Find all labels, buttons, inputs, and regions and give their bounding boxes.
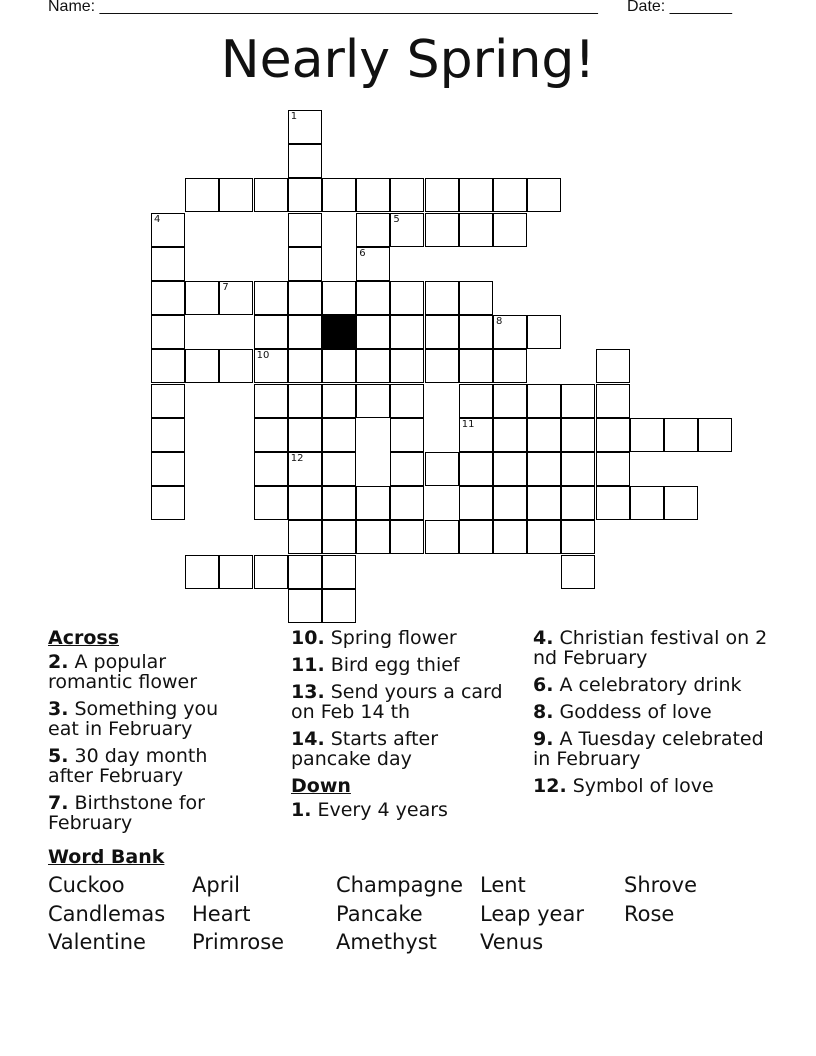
clue-number-label: 7 — [222, 282, 229, 293]
clue-text: Birthstone for February — [48, 792, 205, 834]
grid-cell[interactable] — [254, 418, 288, 452]
grid-cell[interactable] — [151, 452, 185, 486]
grid-cell[interactable] — [151, 247, 185, 281]
grid-cell[interactable] — [288, 520, 322, 554]
grid-cell[interactable] — [390, 213, 424, 247]
grid-cell[interactable] — [493, 418, 527, 452]
grid-cell[interactable] — [219, 281, 253, 315]
grid-cell[interactable] — [322, 555, 356, 589]
clue-number: 8. — [533, 701, 554, 723]
grid-cell[interactable] — [322, 520, 356, 554]
grid-cell[interactable] — [254, 178, 288, 212]
grid-cell[interactable] — [527, 486, 561, 520]
clue-number: 7. — [48, 792, 69, 814]
grid-cell[interactable] — [459, 520, 493, 554]
grid-cell[interactable] — [288, 144, 322, 178]
grid-cell[interactable] — [493, 213, 527, 247]
across-column — [48, 628, 248, 840]
grid-cell[interactable] — [493, 486, 527, 520]
grid-cell[interactable] — [425, 178, 459, 212]
grid-cell[interactable] — [698, 418, 732, 452]
word-bank-item: Leap year — [480, 902, 584, 926]
clue-down-12 — [533, 776, 773, 796]
grid-cell[interactable] — [288, 486, 322, 520]
grid-cell[interactable] — [493, 349, 527, 383]
clue-across-13 — [291, 682, 519, 722]
clue-number: 12. — [533, 775, 567, 797]
grid-cell[interactable] — [561, 486, 595, 520]
grid-cell[interactable] — [356, 486, 390, 520]
grid-cell[interactable] — [288, 349, 322, 383]
grid-cell[interactable] — [390, 486, 424, 520]
grid-cell[interactable] — [151, 349, 185, 383]
clue-text: Starts after pancake day — [291, 728, 439, 770]
grid-cell[interactable] — [254, 555, 288, 589]
grid-cell[interactable] — [459, 384, 493, 418]
word-bank-item: Rose — [624, 902, 675, 926]
clue-down-6 — [533, 675, 773, 695]
grid-cell[interactable] — [151, 384, 185, 418]
clue-text: Christian festival on 2 nd February — [533, 627, 768, 669]
grid-cell[interactable] — [322, 452, 356, 486]
grid-cell[interactable] — [254, 384, 288, 418]
grid-cell[interactable] — [527, 418, 561, 452]
word-bank-item: Champagne — [336, 873, 464, 897]
grid-cell[interactable] — [185, 281, 219, 315]
clue-text: A Tuesday celebrated in February — [533, 728, 764, 770]
clue-number-label: 10 — [256, 350, 270, 362]
grid-cell[interactable] — [356, 281, 390, 315]
grid-cell[interactable] — [254, 486, 288, 520]
grid-cell[interactable] — [664, 486, 698, 520]
word-bank-item: Candlemas — [48, 902, 166, 926]
clue-across-10 — [291, 628, 519, 648]
grid-cell[interactable] — [322, 384, 356, 418]
clue-number-label: 6 — [359, 247, 366, 259]
grid-cell[interactable] — [322, 418, 356, 452]
grid-cell[interactable] — [151, 418, 185, 452]
grid-cell[interactable] — [425, 213, 459, 247]
grid-cell[interactable] — [561, 452, 595, 486]
grid-cell[interactable] — [459, 349, 493, 383]
grid-cell[interactable] — [219, 349, 253, 383]
grid-cell[interactable] — [630, 486, 664, 520]
clue-number-label: 11 — [461, 418, 475, 430]
grid-cell[interactable] — [493, 520, 527, 554]
grid-cell[interactable] — [356, 384, 390, 418]
date-line[interactable]: Date: _______ — [627, 0, 732, 15]
grid-cell[interactable] — [288, 315, 322, 349]
grid-cell[interactable] — [254, 281, 288, 315]
grid-cell[interactable] — [493, 452, 527, 486]
clue-number: 2. — [48, 651, 69, 673]
grid-cell[interactable] — [288, 452, 322, 486]
grid-cell[interactable] — [596, 349, 630, 383]
grid-cell[interactable] — [527, 520, 561, 554]
grid-cell[interactable] — [459, 213, 493, 247]
clue-number-label: 4 — [154, 213, 161, 225]
grid-cell[interactable] — [459, 178, 493, 212]
grid-cell[interactable] — [561, 384, 595, 418]
clue-number-label: 5 — [393, 213, 400, 225]
clue-across-11 — [291, 655, 519, 675]
clue-number: 14. — [291, 728, 325, 750]
clue-text: Goddess of love — [553, 701, 712, 723]
grid-cell[interactable] — [425, 520, 459, 554]
grid-cell[interactable] — [527, 178, 561, 212]
clue-number: 6. — [533, 674, 554, 696]
grid-cell[interactable] — [185, 349, 219, 383]
grid-cell[interactable] — [527, 315, 561, 349]
grid-cell[interactable] — [356, 349, 390, 383]
grid-cell[interactable] — [390, 281, 424, 315]
grid-cell[interactable] — [288, 110, 322, 144]
middle-column — [291, 628, 519, 827]
grid-cell[interactable] — [185, 555, 219, 589]
grid-cell[interactable] — [425, 281, 459, 315]
grid-cell[interactable] — [630, 418, 664, 452]
grid-cell[interactable] — [390, 452, 424, 486]
grid-cell[interactable] — [356, 247, 390, 281]
word-bank-item: Venus — [480, 930, 544, 954]
word-bank-item: Primrose — [192, 930, 285, 954]
grid-cell[interactable] — [322, 486, 356, 520]
grid-cell[interactable] — [288, 281, 322, 315]
clue-number: 9. — [533, 728, 554, 750]
clue-number: 3. — [48, 698, 69, 720]
clue-text: Bird egg thief — [324, 654, 460, 676]
word-bank-item: Shrove — [624, 873, 698, 897]
clue-number: 5. — [48, 745, 69, 767]
grid-cell[interactable] — [288, 555, 322, 589]
grid-cell[interactable] — [185, 178, 219, 212]
word-bank-item: Valentine — [48, 930, 146, 954]
grid-cell[interactable] — [459, 315, 493, 349]
clue-across-3 — [48, 699, 248, 739]
grid-cell[interactable] — [459, 418, 493, 452]
grid-cell[interactable] — [219, 555, 253, 589]
clue-down-4 — [533, 628, 773, 668]
across-heading: Across — [48, 627, 120, 649]
grid-cell[interactable] — [493, 178, 527, 212]
grid-cell[interactable] — [356, 520, 390, 554]
grid-cell[interactable] — [459, 486, 493, 520]
clue-text: A celebratory drink — [553, 674, 742, 696]
grid-cell[interactable] — [596, 452, 630, 486]
word-bank-item: Pancake — [336, 902, 423, 926]
grid-cell[interactable] — [596, 418, 630, 452]
grid-cell[interactable] — [288, 418, 322, 452]
clue-across-14 — [291, 729, 519, 769]
clue-down-8 — [533, 702, 773, 722]
grid-cell[interactable] — [493, 384, 527, 418]
name-line[interactable]: Name: ________________________________________________________ — [48, 0, 598, 15]
grid-cell[interactable] — [254, 349, 288, 383]
grid-cell[interactable] — [288, 247, 322, 281]
grid-cell[interactable] — [425, 452, 459, 486]
word-bank-item: April — [192, 873, 240, 897]
grid-cell[interactable] — [322, 589, 356, 623]
grid-cell[interactable] — [425, 315, 459, 349]
grid-cell[interactable] — [356, 213, 390, 247]
grid-cell[interactable] — [493, 315, 527, 349]
grid-cell[interactable] — [151, 315, 185, 349]
grid-cell[interactable] — [390, 384, 424, 418]
word-bank-item: Lent — [480, 873, 526, 897]
grid-cell[interactable] — [322, 349, 356, 383]
word-bank-item: Amethyst — [336, 930, 437, 954]
grid-cell[interactable] — [356, 315, 390, 349]
grid-cell[interactable] — [356, 178, 390, 212]
grid-cell[interactable] — [254, 452, 288, 486]
clue-number-label: 1 — [290, 111, 298, 122]
clue-text: Send yours a card on Feb 14 th — [291, 681, 503, 723]
grid-cell[interactable] — [390, 418, 424, 452]
word-bank-item: Heart — [192, 902, 251, 926]
black-cell — [322, 315, 356, 349]
grid-cell[interactable] — [288, 589, 322, 623]
grid-cell[interactable] — [390, 520, 424, 554]
clue-across-2 — [48, 652, 248, 692]
grid-cell[interactable] — [219, 178, 253, 212]
word-bank-item: Cuckoo — [48, 873, 125, 897]
page-title: Nearly Spring! — [220, 30, 596, 90]
word-bank-title: Word Bank — [48, 846, 165, 868]
clue-down-1 — [291, 800, 519, 820]
grid-cell[interactable] — [527, 452, 561, 486]
grid-cell[interactable] — [561, 555, 595, 589]
grid-cell[interactable] — [288, 384, 322, 418]
grid-cell[interactable] — [288, 213, 322, 247]
grid-cell[interactable] — [596, 384, 630, 418]
down-heading: Down — [291, 775, 351, 797]
grid-cell[interactable] — [664, 418, 698, 452]
grid-cell[interactable] — [390, 315, 424, 349]
grid-cell[interactable] — [151, 486, 185, 520]
grid-cell[interactable] — [425, 349, 459, 383]
clue-across-5 — [48, 746, 248, 786]
clue-down-9 — [533, 729, 773, 769]
clue-number: 1. — [291, 799, 312, 821]
grid-cell[interactable] — [459, 281, 493, 315]
clue-number-label: 8 — [496, 316, 503, 328]
grid-cell[interactable] — [459, 452, 493, 486]
down-column — [533, 628, 773, 803]
grid-cell[interactable] — [322, 281, 356, 315]
clue-text: Something you eat in February — [48, 698, 219, 740]
clue-text: 30 day month after February — [48, 745, 208, 787]
clue-text: Symbol of love — [566, 775, 714, 797]
clue-number: 11. — [291, 654, 325, 676]
grid-cell[interactable] — [527, 384, 561, 418]
clue-number: 10. — [291, 627, 325, 649]
clue-text: Every 4 years — [311, 799, 448, 821]
grid-cell[interactable] — [596, 486, 630, 520]
grid-cell[interactable] — [151, 213, 185, 247]
grid-cell[interactable] — [322, 178, 356, 212]
grid-cell[interactable] — [561, 418, 595, 452]
clue-text: A popular romantic flower — [48, 651, 198, 693]
clue-number-label: 12 — [290, 453, 304, 464]
clue-text: Spring flower — [324, 627, 457, 649]
grid-cell[interactable] — [288, 178, 322, 212]
grid-cell[interactable] — [390, 178, 424, 212]
grid-cell[interactable] — [254, 315, 288, 349]
grid-cell[interactable] — [561, 520, 595, 554]
clue-across-7 — [48, 793, 248, 833]
grid-cell[interactable] — [390, 349, 424, 383]
grid-cell[interactable] — [151, 281, 185, 315]
clue-number: 4. — [533, 627, 554, 649]
clue-number: 13. — [291, 681, 325, 703]
